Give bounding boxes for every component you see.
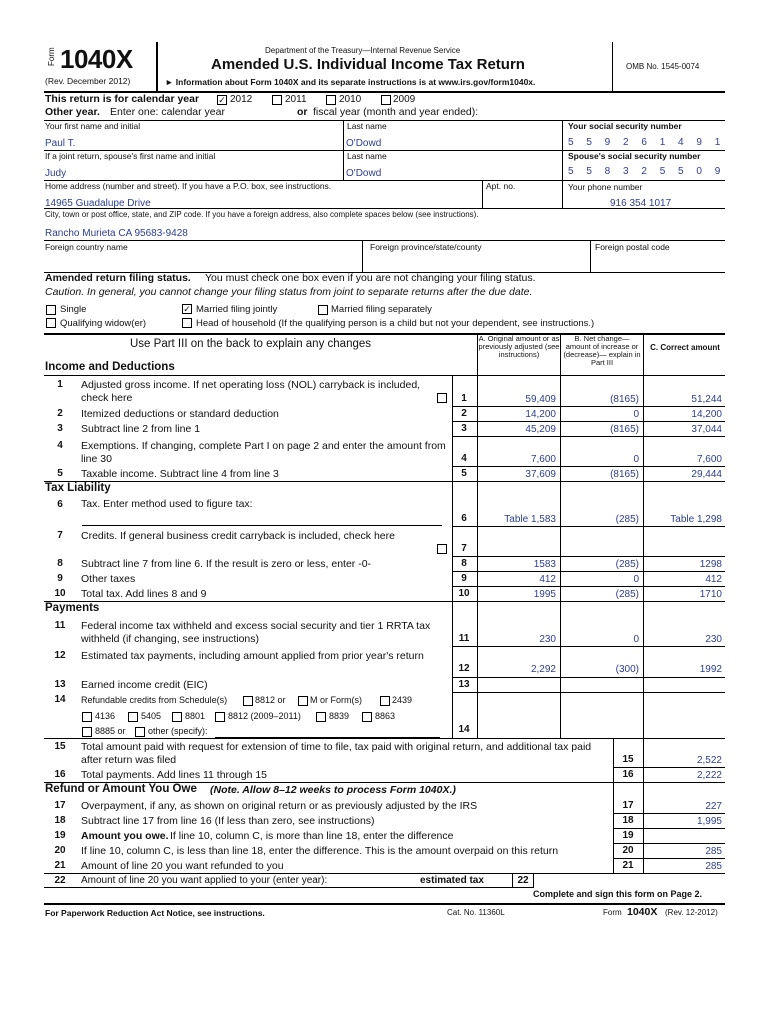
year-2010-label: 2010 [339, 94, 362, 105]
year-2011-label: 2011 [285, 94, 307, 105]
line-13-box: 13 [458, 679, 470, 690]
spouse-first-name-field[interactable]: Judy [45, 168, 67, 179]
line-22-estimated-tax: estimated tax [420, 875, 484, 886]
line-19-bold-text: Amount you owe. [81, 830, 169, 842]
line-13-text: Earned income credit (EIC) [81, 679, 208, 691]
footer-form-name: 1040X [627, 906, 658, 918]
line-4-box: 4 [461, 453, 467, 464]
spouse-first-name-label: If a joint return, spouse's first name and initial [45, 151, 216, 161]
apt-label: Apt. no. [486, 181, 516, 191]
calendar-year-label: This return is for calendar year [45, 93, 200, 105]
other-form-checkbox[interactable] [135, 727, 145, 737]
form-8885-label: 8885 or [95, 726, 126, 736]
line-9-number: 9 [57, 573, 63, 584]
line-2-number: 2 [57, 408, 63, 419]
line-15-number: 15 [54, 741, 66, 752]
form-8863-checkbox[interactable] [362, 712, 372, 722]
omb-number: OMB No. 1545-0074 [626, 62, 700, 71]
line-12-text: Estimated tax payments, including amount applied from prior year's return [81, 650, 424, 662]
department-label: Department of the Treasury—Internal Revenue Service [265, 46, 461, 55]
line-1-box: 1 [461, 393, 467, 404]
column-a-header: A. Original amount or as previously adjusted (see instructions) [478, 334, 560, 359]
line-15-text: Total amount paid with request for extension of time to file, tax paid with original return, and additional tax paid after return was filed [81, 741, 592, 766]
line-14-text: Refundable credits from Schedule(s) [81, 695, 228, 705]
line-20-box: 20 [622, 845, 634, 856]
line-4-col-c[interactable]: 7,600 [696, 454, 722, 465]
line-14-box: 14 [458, 724, 470, 735]
line-21-box: 21 [622, 860, 634, 871]
line-20-text: If line 10, column C, is less than line 18, enter the difference. This is the amount overpaid on this return [81, 845, 559, 857]
line-2-col-b[interactable]: 0 [633, 409, 639, 420]
year-2009-label: 2009 [393, 94, 416, 105]
line-11-col-b[interactable]: 0 [633, 634, 639, 645]
line-12-col-a[interactable]: 2,292 [530, 664, 556, 675]
last-name-label: Last name [347, 121, 387, 131]
form-8863-label: 8863 [375, 711, 396, 721]
line-10-col-c[interactable]: 1710 [699, 589, 722, 600]
line-3-col-a[interactable]: 45,209 [525, 424, 556, 435]
spouse-ssn-label: Spouse's social security number [568, 151, 701, 161]
income-section-heading: Income and Deductions [45, 361, 175, 373]
year-2010-checkbox[interactable] [326, 95, 336, 105]
qualifying-widow-label: Qualifying widow(er) [60, 318, 147, 329]
line-8-box: 8 [461, 558, 467, 569]
line-1-text: Adjusted gross income. If net operating loss (NOL) carryback is included, check here [81, 379, 421, 404]
line-9-text: Other taxes [81, 573, 136, 585]
main-title: Amended U.S. Individual Income Tax Return [211, 56, 525, 73]
form-4136-checkbox[interactable] [82, 712, 92, 722]
line-3-col-c[interactable]: 37,044 [691, 424, 722, 435]
line-16-text: Total payments. Add lines 11 through 15 [81, 769, 268, 781]
line-1-number: 1 [57, 379, 63, 390]
form-8801-label: 8801 [185, 711, 206, 721]
line-2-text: Itemized deductions or standard deduction [81, 408, 279, 420]
line-8-col-b[interactable]: (285) [615, 559, 639, 570]
line-11-number: 11 [54, 620, 66, 631]
line-5-col-c[interactable]: 29,444 [691, 469, 722, 480]
foreign-country-label: Foreign country name [45, 242, 128, 252]
form-8801-checkbox[interactable] [172, 712, 182, 722]
line-6-text: Tax. Enter method used to figure tax: [81, 498, 253, 510]
line-10-col-a[interactable]: 1995 [533, 589, 556, 600]
city-label: City, town or post office, state, and ZIP code. If you have a foreign address, also complete spaces below (see instructions). [45, 210, 479, 219]
form-8812-label: 8812 or [255, 695, 286, 705]
line-5-col-b[interactable]: (8165) [610, 469, 639, 480]
line-8-col-c[interactable]: 1298 [699, 559, 722, 570]
filing-status-instruction: You must check one box even if you are not changing your filing status. [205, 272, 536, 284]
year-2009-checkbox[interactable] [381, 95, 391, 105]
form-m-label: M or Form(s) [310, 695, 362, 705]
footer-form-revision: (Rev. 12-2012) [665, 908, 718, 917]
other-form-label: other (specify): [148, 726, 208, 736]
line-14-number: 14 [54, 694, 66, 705]
form-8812-2009-checkbox[interactable] [215, 712, 225, 722]
line-10-number: 10 [54, 588, 66, 599]
single-checkbox[interactable] [46, 305, 56, 315]
filing-status-heading: Amended return filing status. [45, 272, 191, 284]
ssn-field[interactable]: 5 5 9 2 6 1 4 9 1 [568, 137, 726, 148]
line-6-col-a[interactable]: Table 1,583 [504, 514, 556, 525]
form-4136-label: 4136 [95, 711, 116, 721]
line-4-col-a[interactable]: 7,600 [530, 454, 556, 465]
paperwork-notice: For Paperwork Reduction Act Notice, see instructions. [45, 908, 265, 918]
form-5405-checkbox[interactable] [128, 712, 138, 722]
line-18-box: 18 [622, 815, 634, 826]
line-5-text: Taxable income. Subtract line 4 from line 3 [81, 468, 279, 480]
line-9-col-c[interactable]: 412 [705, 574, 722, 585]
form-revision: (Rev. December 2012) [45, 76, 131, 86]
spouse-last-name-label: Last name [347, 151, 387, 161]
spouse-ssn-field[interactable]: 5 5 8 3 2 5 5 0 9 [568, 166, 726, 177]
form-5405-label: 5405 [141, 711, 162, 721]
line-19-number: 19 [54, 830, 66, 841]
line-12-box: 12 [458, 663, 470, 674]
head-of-household-label: Head of household (If the qualifying person is a child but not your dependent, see instructions.) [196, 318, 595, 329]
line-1-col-a[interactable]: 59,409 [525, 394, 556, 405]
form-8812-checkbox[interactable] [243, 696, 253, 706]
form-8885-checkbox[interactable] [82, 727, 92, 737]
fiscal-year-text: fiscal year (month and year ended): [313, 106, 479, 118]
line-20-number: 20 [54, 845, 66, 856]
first-name-label: Your first name and initial [45, 121, 141, 131]
line-20-col-c[interactable]: 285 [705, 846, 722, 857]
form-m-checkbox[interactable] [298, 696, 308, 706]
line-6-box: 6 [461, 513, 467, 524]
year-2012-label: 2012 [230, 94, 253, 105]
form-title: 1040X [60, 44, 133, 74]
form-8812-2009-label: 8812 (2009–2011) [228, 711, 301, 721]
foreign-postal-label: Foreign postal code [595, 242, 670, 252]
line-11-box: 11 [458, 633, 470, 644]
info-line: ► Information about Form 1040X and its separate instructions is at www.irs.gov/form1040x. [165, 77, 536, 87]
refund-section-note: (Note. Allow 8–12 weeks to process Form 1040X.) [210, 784, 456, 796]
line-5-col-a[interactable]: 37,609 [525, 469, 556, 480]
line-4-col-b[interactable]: 0 [633, 454, 639, 465]
form-small-label: Form [47, 47, 56, 66]
line-17-text: Overpayment, if any, as shown on original return or as previously adjusted by the IRS [81, 800, 478, 812]
line-10-text: Total tax. Add lines 8 and 9 [81, 588, 207, 600]
line-5-box: 5 [461, 468, 467, 479]
line-8-number: 8 [57, 558, 63, 569]
column-b-header: B. Net change— amount of increase or (decrease)— explain in Part III [563, 334, 641, 367]
line-7-number: 7 [57, 530, 63, 541]
line-10-col-b[interactable]: (285) [615, 589, 639, 600]
line-4-text: Exemptions. If changing, complete Part I on page 2 and enter the amount from line 30 [81, 440, 446, 465]
line-3-text: Subtract line 2 from line 1 [81, 423, 201, 435]
line-12-col-c[interactable]: 1992 [699, 664, 722, 675]
form-2439-checkbox[interactable] [380, 696, 390, 706]
line-22-text: Amount of line 20 you want applied to your (enter year): [81, 875, 328, 886]
line-6-number: 6 [57, 499, 63, 510]
foreign-province-label: Foreign province/state/county [370, 242, 482, 252]
year-2011-checkbox[interactable] [272, 95, 282, 105]
line-6-col-c[interactable]: Table 1,298 [670, 514, 722, 525]
head-of-household-checkbox[interactable] [182, 318, 192, 328]
nol-checkbox[interactable] [437, 393, 447, 403]
column-c-header: C. Correct amount [650, 343, 720, 352]
line-19-text: If line 10, column C, is more than line 18, enter the difference [170, 830, 454, 842]
line-10-box: 10 [458, 588, 470, 599]
line-13-number: 13 [54, 679, 66, 690]
line-16-number: 16 [54, 769, 66, 780]
other-year-text: Enter one: calendar year [110, 106, 225, 118]
line-15-col-c[interactable]: 2,522 [696, 755, 722, 766]
line-9-box: 9 [461, 573, 467, 584]
ssn-label: Your social security number [568, 121, 682, 131]
tax-section-heading: Tax Liability [45, 482, 111, 494]
phone-field[interactable]: 916 354 1017 [610, 198, 672, 209]
line-21-number: 21 [54, 860, 66, 871]
line-7-box: 7 [461, 543, 467, 554]
payments-section-heading: Payments [45, 602, 100, 614]
line-2-col-a[interactable]: 14,200 [525, 409, 556, 420]
line-12-col-b[interactable]: (300) [615, 664, 639, 675]
line-15-box: 15 [622, 754, 634, 765]
line-17-number: 17 [54, 800, 66, 811]
city-field[interactable]: Rancho Murieta CA 95683-9428 [45, 228, 188, 239]
line-8-text: Subtract line 7 from line 6. If the result is zero or less, enter -0- [81, 558, 372, 570]
footer-form-label: Form [603, 908, 622, 917]
form-8839-checkbox[interactable] [316, 712, 326, 722]
married-jointly-label: Married filing jointly [196, 304, 278, 315]
use-part3-note: Use Part III on the back to explain any changes [130, 338, 372, 350]
line-18-col-c[interactable]: 1,995 [696, 816, 722, 827]
line-5-number: 5 [57, 468, 63, 479]
line-17-box: 17 [622, 800, 634, 811]
line-17-col-c[interactable]: 227 [705, 801, 722, 812]
line-21-col-c[interactable]: 285 [705, 861, 722, 872]
line-6-col-b[interactable]: (285) [615, 514, 639, 525]
single-label: Single [60, 304, 87, 315]
line-3-number: 3 [57, 423, 63, 434]
line-7-text: Credits. If general business credit carryback is included, check here [81, 530, 395, 542]
line-2-col-c[interactable]: 14,200 [691, 409, 722, 420]
phone-label: Your phone number [568, 182, 643, 192]
qualifying-widow-checkbox[interactable] [46, 318, 56, 328]
business-credit-checkbox[interactable] [437, 544, 447, 554]
other-year-label: Other year. [45, 106, 100, 118]
line-11-col-a[interactable]: 230 [539, 634, 556, 645]
complete-and-sign-note: Complete and sign this form on Page 2. [533, 889, 703, 899]
married-jointly-checkbox[interactable]: ✓ [183, 304, 191, 314]
address-label: Home address (number and street). If you have a P.O. box, see instructions. [45, 181, 332, 191]
or-text: or [297, 106, 308, 118]
refund-section-heading: Refund or Amount You Owe [45, 783, 197, 795]
line-1-col-c[interactable]: 51,244 [691, 394, 722, 405]
year-2012-checkbox[interactable]: ✓ [218, 95, 226, 105]
married-separately-label: Married filing separately [331, 304, 432, 315]
line-11-col-c[interactable]: 230 [705, 634, 722, 645]
line-21-text: Amount of line 20 you want refunded to you [81, 860, 284, 872]
form-8839-label: 8839 [329, 711, 350, 721]
line-9-col-b[interactable]: 0 [633, 574, 639, 585]
form-2439-label: 2439 [392, 695, 413, 705]
line-16-box: 16 [622, 769, 634, 780]
line-18-number: 18 [54, 815, 66, 826]
line-1-col-b[interactable]: (8165) [610, 394, 639, 405]
line-3-box: 3 [461, 423, 467, 434]
line-8-col-a[interactable]: 1583 [533, 559, 556, 570]
line-22-box: 22 [517, 875, 529, 886]
line-22-number: 22 [54, 875, 66, 886]
spouse-last-name-field[interactable]: O'Dowd [346, 168, 382, 179]
last-name-field[interactable]: O'Dowd [346, 138, 382, 149]
line-19-box: 19 [622, 830, 634, 841]
line-3-col-b[interactable]: (8165) [610, 424, 639, 435]
line-16-col-c[interactable]: 2,222 [696, 770, 722, 781]
line-18-text: Subtract line 17 from line 16 (If less than zero, see instructions) [81, 815, 375, 827]
line-4-number: 4 [57, 440, 63, 451]
filing-status-caution: Caution. In general, you cannot change your filing status from joint to separate returns after the due date. [45, 286, 533, 298]
address-field[interactable]: 14965 Guadalupe Drive [45, 198, 151, 209]
catalog-number: Cat. No. 11360L [447, 908, 505, 917]
line-12-number: 12 [54, 650, 66, 661]
line-11-text: Federal income tax withheld and excess social security and tier 1 RRTA tax withheld (if changing, see instructions) [81, 620, 431, 645]
first-name-field[interactable]: Paul T. [45, 138, 76, 149]
married-separately-checkbox[interactable] [318, 305, 328, 315]
line-2-box: 2 [461, 408, 467, 419]
line-9-col-a[interactable]: 412 [539, 574, 556, 585]
